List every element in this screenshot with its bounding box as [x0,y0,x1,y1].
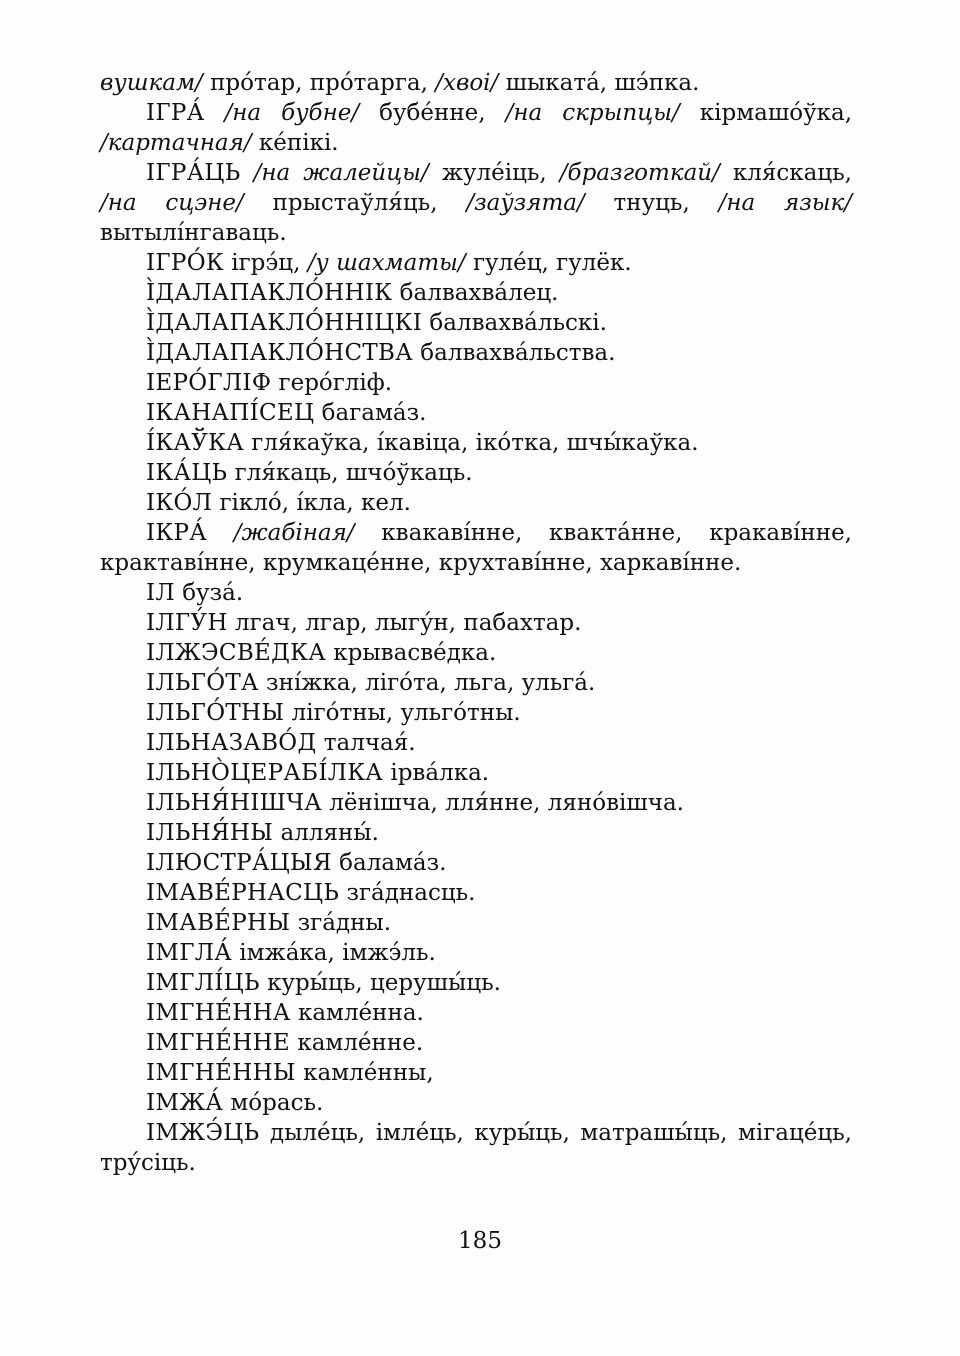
dictionary-line [100,548,852,578]
definition-text: крывасве́дка. [325,640,497,666]
context-label: /хвоі/ [435,70,499,96]
definition-text: лёнішча, лля́нне, ляно́вішча. [322,790,684,816]
entry-headword: ІЛЬНЯ́НЫ [146,820,274,846]
dictionary-line [100,518,852,548]
dictionary-line [100,98,852,128]
definition-text: імжа́ка, імжэ́ль. [231,940,436,966]
entry-headword: ІЛЬГО́ТНЫ [146,700,285,726]
dictionary-line [100,338,852,368]
page-number: 185 [458,1228,502,1254]
dictionary-line [100,308,852,338]
entry-headword: ІКРА́ [146,520,207,546]
definition-text: жуле́іць, [428,160,560,186]
definition-text: ірва́лка. [383,760,490,786]
dictionary-line [100,1028,852,1058]
definition-text: квакаві́нне, квакта́нне, кракаві́нне, [354,520,852,546]
dictionary-line [100,728,852,758]
definition-text: гля́каўка, і́кавіца, іко́тка, шчы́каўка. [243,430,699,456]
dictionary-line [100,878,852,908]
dictionary-line [100,428,852,458]
entry-headword: І̀ДАЛАПАКЛО́НСТВА [146,340,413,366]
dictionary-line [100,218,852,248]
dictionary-line [100,848,852,878]
definition-text: гікло́, і́кла, кел. [212,490,411,516]
definition-text: зні́жка, ліго́та, льга, ульга́. [258,670,596,696]
definition-text: бубе́нне, [359,100,506,126]
dictionary-line [100,788,852,818]
definition-text: тнуць, [584,190,719,216]
dictionary-line [100,818,852,848]
dictionary-line [100,938,852,968]
definition-text: тру́сіць. [100,1150,196,1176]
context-label: /жабіная/ [206,520,355,546]
dictionary-line [100,1148,852,1178]
dictionary-line [100,998,852,1028]
entry-headword: ІЕРО́ГЛІФ [146,370,272,396]
dictionary-line [100,758,852,788]
definition-text: прыстаўля́ць, [243,190,467,216]
definition-text: ке́пікі. [251,130,339,156]
entry-headword: ІЛЬГО́ТА [146,670,259,696]
dictionary-text-block [100,68,852,1178]
entry-headword: ІМГНЕ́ННЫ [146,1060,296,1086]
dictionary-line [100,128,852,158]
definition-text: дыле́ць, імле́ць, куры́ць, матрашы́ць, мігаце́ць, [259,1120,852,1146]
entry-headword: ІМГНЕ́ННА [146,1000,291,1026]
definition-text: алляны́. [273,820,379,846]
entry-headword: ІЛЮСТРА́ЦЫЯ [146,850,332,876]
entry-headword: ІМАВЕ́РНАСЦЬ [146,880,340,906]
definition-text: камле́нны, [295,1060,434,1086]
entry-headword: ІМГЛА́ [146,940,232,966]
definition-text: мо́рась. [223,1090,324,1116]
definition-text: куры́ць, церушы́ць. [259,970,501,996]
dictionary-line [100,608,852,638]
dictionary-line [100,1118,852,1148]
entry-headword: І̀ДАЛАПАКЛО́ННІК [146,280,393,306]
dictionary-line [100,638,852,668]
entry-headword: ІМЖА́ [146,1090,224,1116]
context-label: /на бубне/ [204,100,360,126]
definition-text: балвахва́лец. [392,280,559,306]
definition-text: ігрэ́ц, [223,250,308,276]
dictionary-line [100,908,852,938]
definition-text: крактаві́нне, крумкаце́нне, крухтаві́нне, харкаві́нне. [100,550,742,576]
definition-text: шыката́, шэ́пка. [498,70,700,96]
entry-headword: ІКАНАПІ́СЕЦ [146,400,315,426]
definition-text: вытылі́нгаваць. [100,220,287,246]
context-label: /на язык/ [718,190,852,216]
dictionary-line [100,578,852,608]
entry-headword: ІГРО́К [146,250,224,276]
context-label: /у шахматы/ [307,250,466,276]
entry-headword: ІМАВЕ́РНЫ [146,910,291,936]
definition-text: балвахва́льства. [412,340,616,366]
definition-text: балама́з. [331,850,447,876]
definition-text: про́тар, про́тарга, [202,70,436,96]
entry-headword: ІМЖЭ́ЦЬ [146,1120,260,1146]
dictionary-line [100,668,852,698]
context-label: /на сцэне/ [100,190,244,216]
entry-headword: ІКО́Л [146,490,213,516]
dictionary-line [100,248,852,278]
entry-headword: ІЛЬНО̀ЦЕРАБІ́ЛКА [146,760,384,786]
dictionary-line [100,398,852,428]
entry-headword: ІМГНЕ́ННЕ [146,1030,291,1056]
dictionary-line [100,1058,852,1088]
dictionary-line [100,698,852,728]
entry-headword: І̀ДАЛАПАКЛО́ННІЦКІ [146,310,423,336]
definition-text: лгач, лгар, лыгу́н, пабахтар. [227,610,582,636]
dictionary-line [100,458,852,488]
definition-text: камле́нна. [290,1000,424,1026]
entry-headword: ІЛ [146,580,175,606]
context-label: /на жалейцы/ [240,160,429,186]
dictionary-line [100,68,852,98]
context-label: /на скрыпцы/ [505,100,680,126]
entry-headword: І́КАЎКА [146,430,244,456]
entry-headword: ІГРА́ [146,100,205,126]
definition-text: геро́гліф. [271,370,393,396]
definition-text: камле́нне. [290,1030,424,1056]
entry-headword: ІКА́ЦЬ [146,460,228,486]
entry-headword: ІЛЬНАЗАВО́Д [146,730,317,756]
definition-text: балвахва́льскі. [422,310,607,336]
definition-text: кірмашо́ўка, [679,100,853,126]
definition-text: кля́скаць, [719,160,852,186]
definition-text: ліго́тны, ульго́тны. [284,700,521,726]
definition-text: багама́з. [314,400,427,426]
dictionary-line [100,278,852,308]
dictionary-line [100,158,852,188]
dictionary-line [100,488,852,518]
context-label: /картачная/ [100,130,252,156]
dictionary-line [100,968,852,998]
definition-text: зга́днасць. [339,880,476,906]
definition-text: зга́дны. [290,910,392,936]
definition-text: талчая́. [316,730,416,756]
context-label: /заўзята/ [466,190,585,216]
definition-text: гля́каць, шчо́ўкаць. [227,460,473,486]
dictionary-line [100,188,852,218]
entry-headword: ІГРА́ЦЬ [146,160,241,186]
context-label: /бразготкай/ [559,160,720,186]
definition-text: буза́. [174,580,244,606]
dictionary-line [100,368,852,398]
dictionary-line [100,1088,852,1118]
entry-headword: ІЛГУ́Н [146,610,228,636]
entry-headword: ІЛЖЭСВЕ́ДКА [146,640,326,666]
definition-text: гуле́ц, гулёк. [465,250,632,276]
entry-headword: ІЛЬНЯ́НІШЧА [146,790,322,816]
entry-headword: ІМГЛІ́ЦЬ [146,970,260,996]
context-label: вушкам/ [100,70,203,96]
